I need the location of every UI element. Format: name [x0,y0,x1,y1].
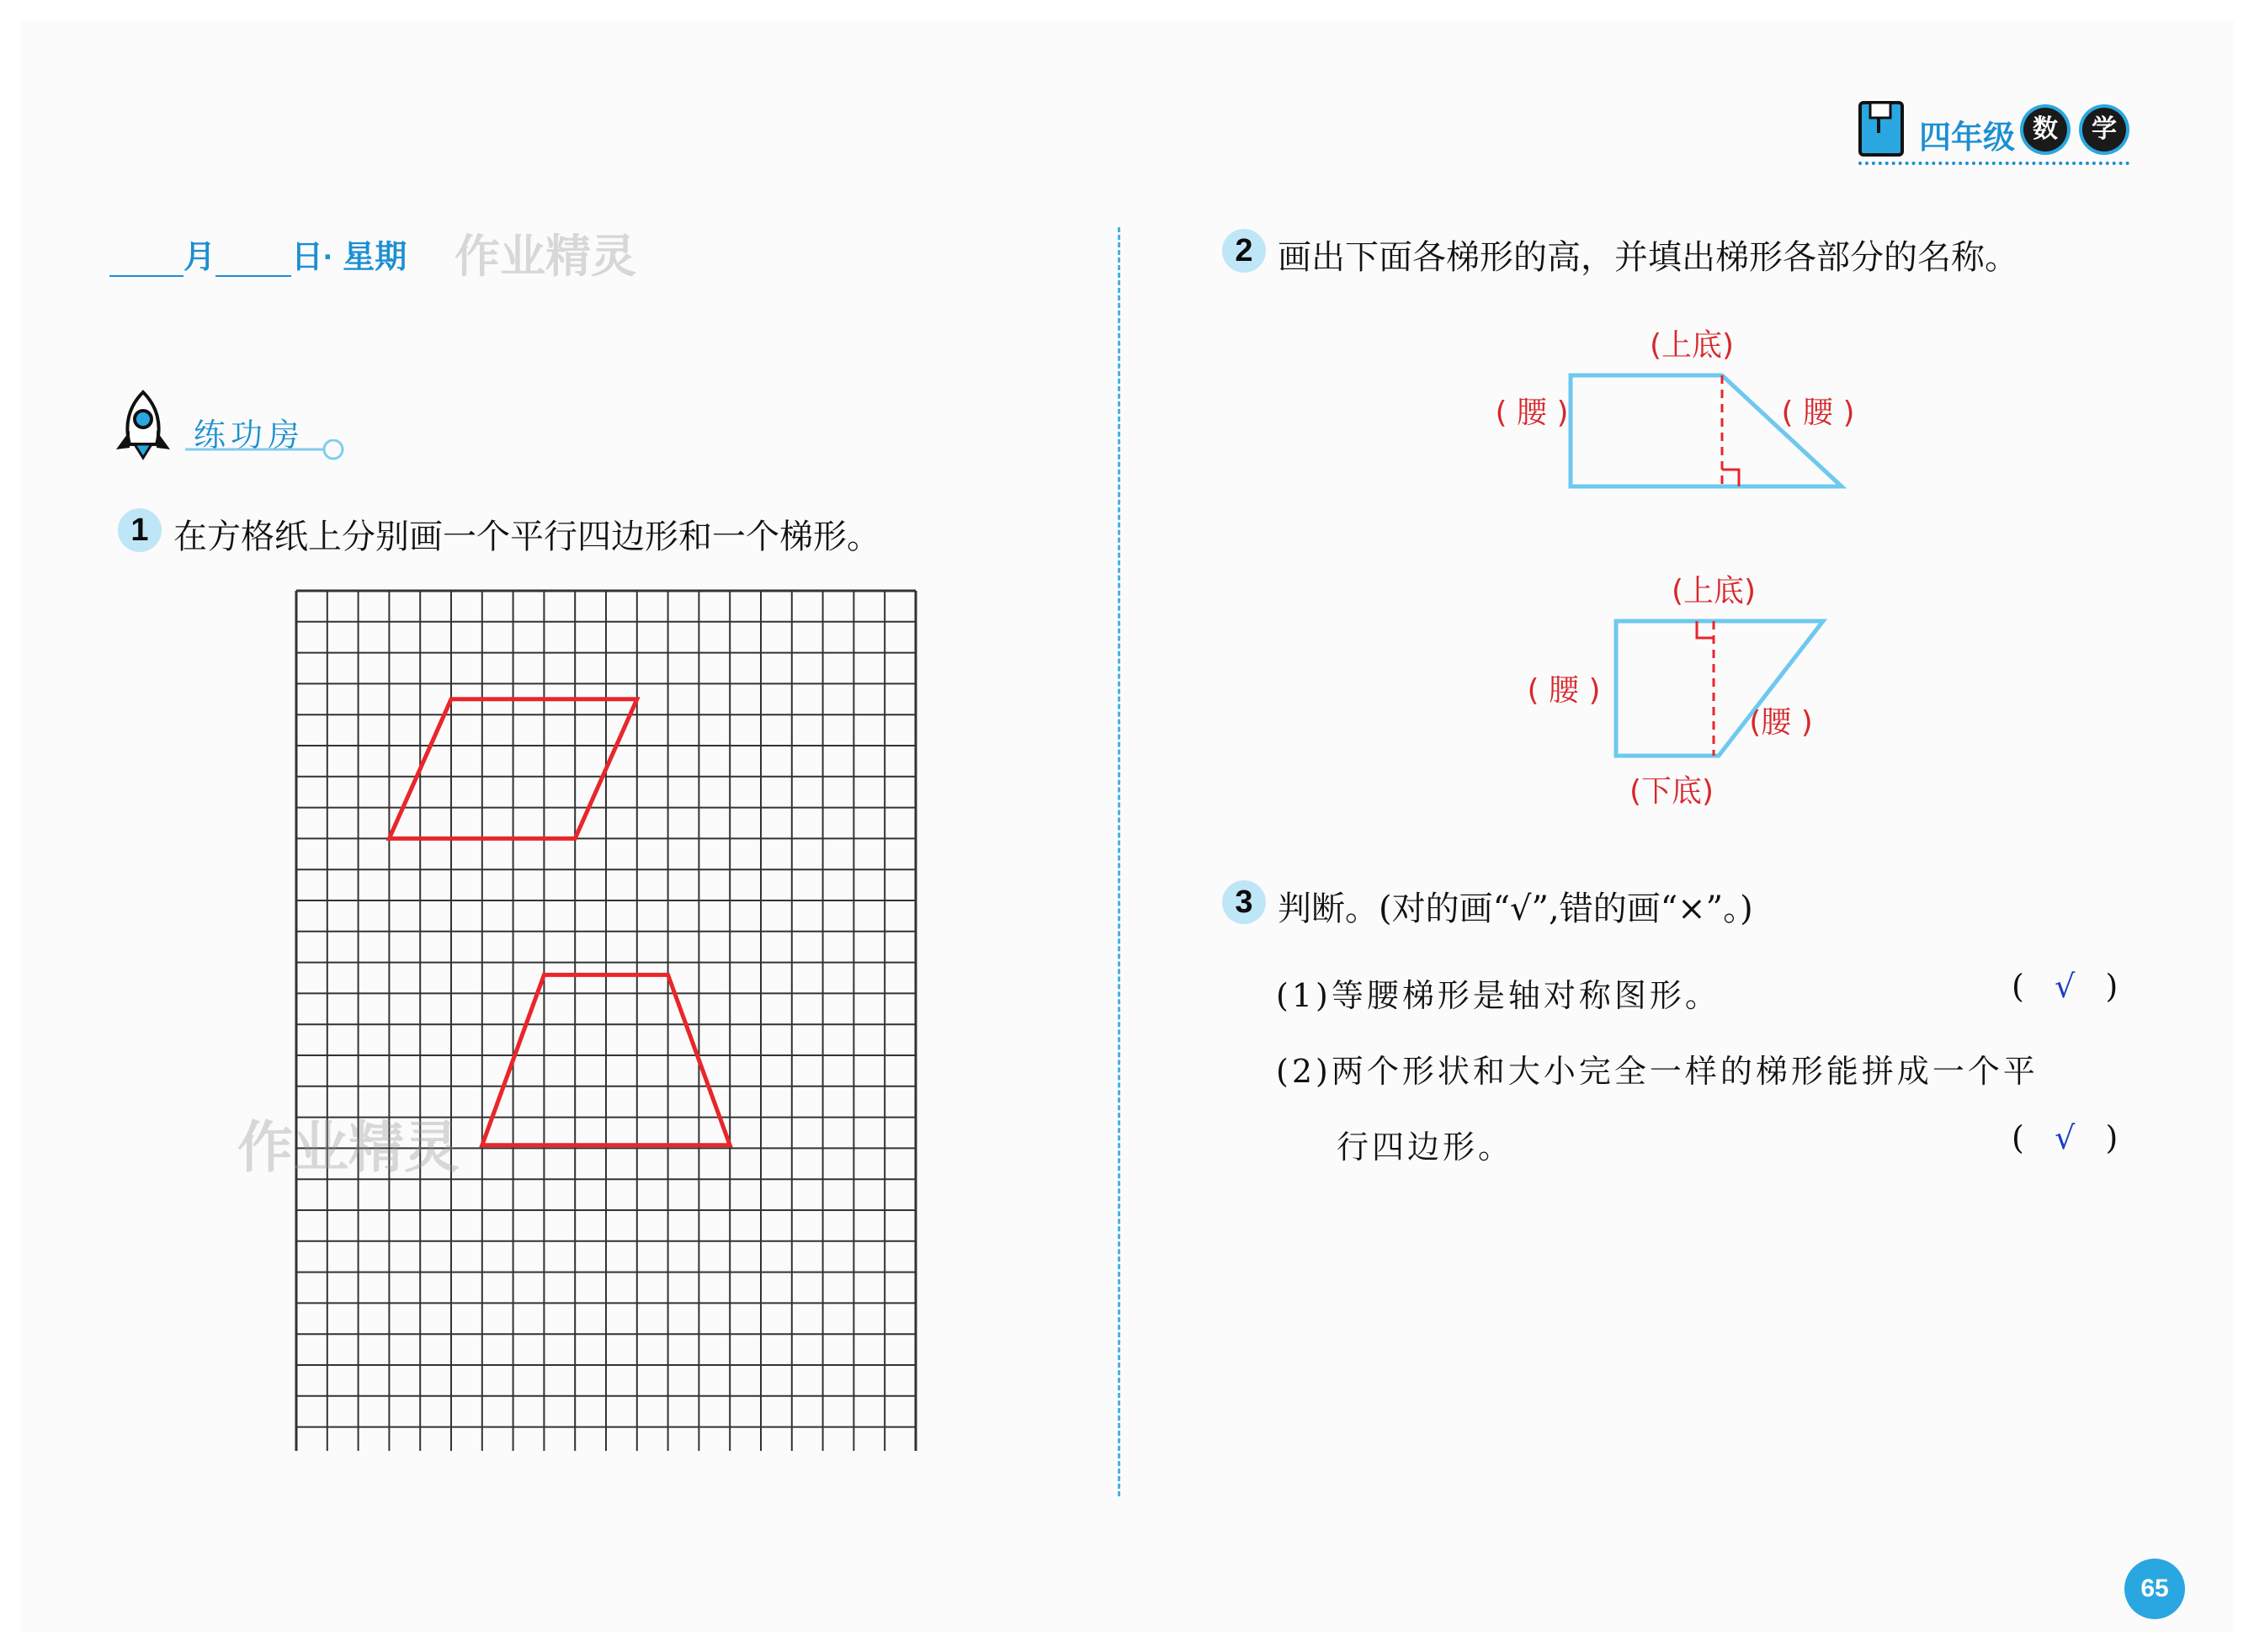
q2-number: 2 [1222,229,1266,273]
page-divider [1118,227,1120,1496]
trapezoid-2-top-label-paren: (上底) [1671,574,1757,608]
trapezoid-1-right-angle [1722,470,1739,486]
trapezoid-2-right-label-paren: (腰 ) [1749,705,1813,740]
q3-item-1-answer: √ [2055,968,2076,1005]
q3-text: 判断。(对的画“√”,错的画“×”。) [1278,890,1753,928]
trapezoid-1-left-label-paren: ( 腰 ) [1495,396,1569,430]
watermark-2: 作业精灵 [237,1116,460,1178]
q1-number: 1 [118,508,162,552]
q3-item-2-answer: √ [2055,1119,2076,1156]
day-label: 日 [291,240,324,275]
date-line [109,231,407,277]
section-title: 练功房 [194,418,306,454]
trapezoid-figure-2 [1507,564,1894,816]
trapezoid-1-left-label: 腰 [1516,396,1548,430]
weekday-label: · 星期 [323,240,407,275]
trapezoid-2-right-angle [1697,621,1714,638]
subject-char-1: 数 [2023,108,2067,151]
trapezoid-figure-1 [1490,320,1894,505]
month-label: 月 [183,240,216,275]
book-icon [1858,99,1906,158]
q3-item-2-text-line1: (2)两个形状和大小完全一样的梯形能拼成一个平 [1276,1053,2039,1090]
page-number: 65 [2124,1559,2185,1619]
trapezoid-1-right-label-paren: ( 腰 ) [1781,396,1855,430]
rocket-icon [109,389,177,461]
q3-item-1-answer-box[interactable]: ( √ ) [2012,968,2118,1005]
trapezoid-1-right-label: 腰 [1802,396,1834,430]
q3-item-1-text: (1)等腰梯形是轴对称图形。 [1276,977,1720,1014]
q3-item-2-text-line2: 行四边形。 [1337,1129,1514,1166]
trapezoid-2-left-label-paren: ( 腰 ) [1527,673,1601,708]
q2-text: 画出下面各梯形的高，并填出梯形各部分的名称。 [1278,238,2018,277]
month-blank[interactable] [109,275,183,277]
header-underline [1858,162,2129,165]
trapezoid-2-right-label: 腰 [1761,705,1792,740]
q1-text: 在方格纸上分别画一个平行四边形和一个梯形。 [173,518,880,556]
trapezoid-1-outline [1571,375,1842,486]
q3-number: 3 [1222,880,1266,924]
day-blank[interactable] [215,275,291,277]
subject-char-2: 学 [2082,108,2126,151]
trapezoid-2-bottom-label: 下底 [1640,774,1703,809]
watermark: 作业精灵 [455,231,636,282]
trapezoid-2-bottom-label-paren: (下底) [1629,774,1714,809]
trapezoid-1-top-label: 上底 [1661,328,1723,363]
section-underline [185,439,345,461]
q3-item-2-answer-box[interactable]: ( √ ) [2012,1119,2118,1156]
grid-paper [295,589,917,1451]
trapezoid-2-left-label: 腰 [1548,673,1580,708]
trapezoid-2-top-label: 上底 [1683,574,1745,608]
grade-label: 四年级 [1919,120,2016,156]
trapezoid-1-top-label-paren: (上底) [1649,328,1735,363]
